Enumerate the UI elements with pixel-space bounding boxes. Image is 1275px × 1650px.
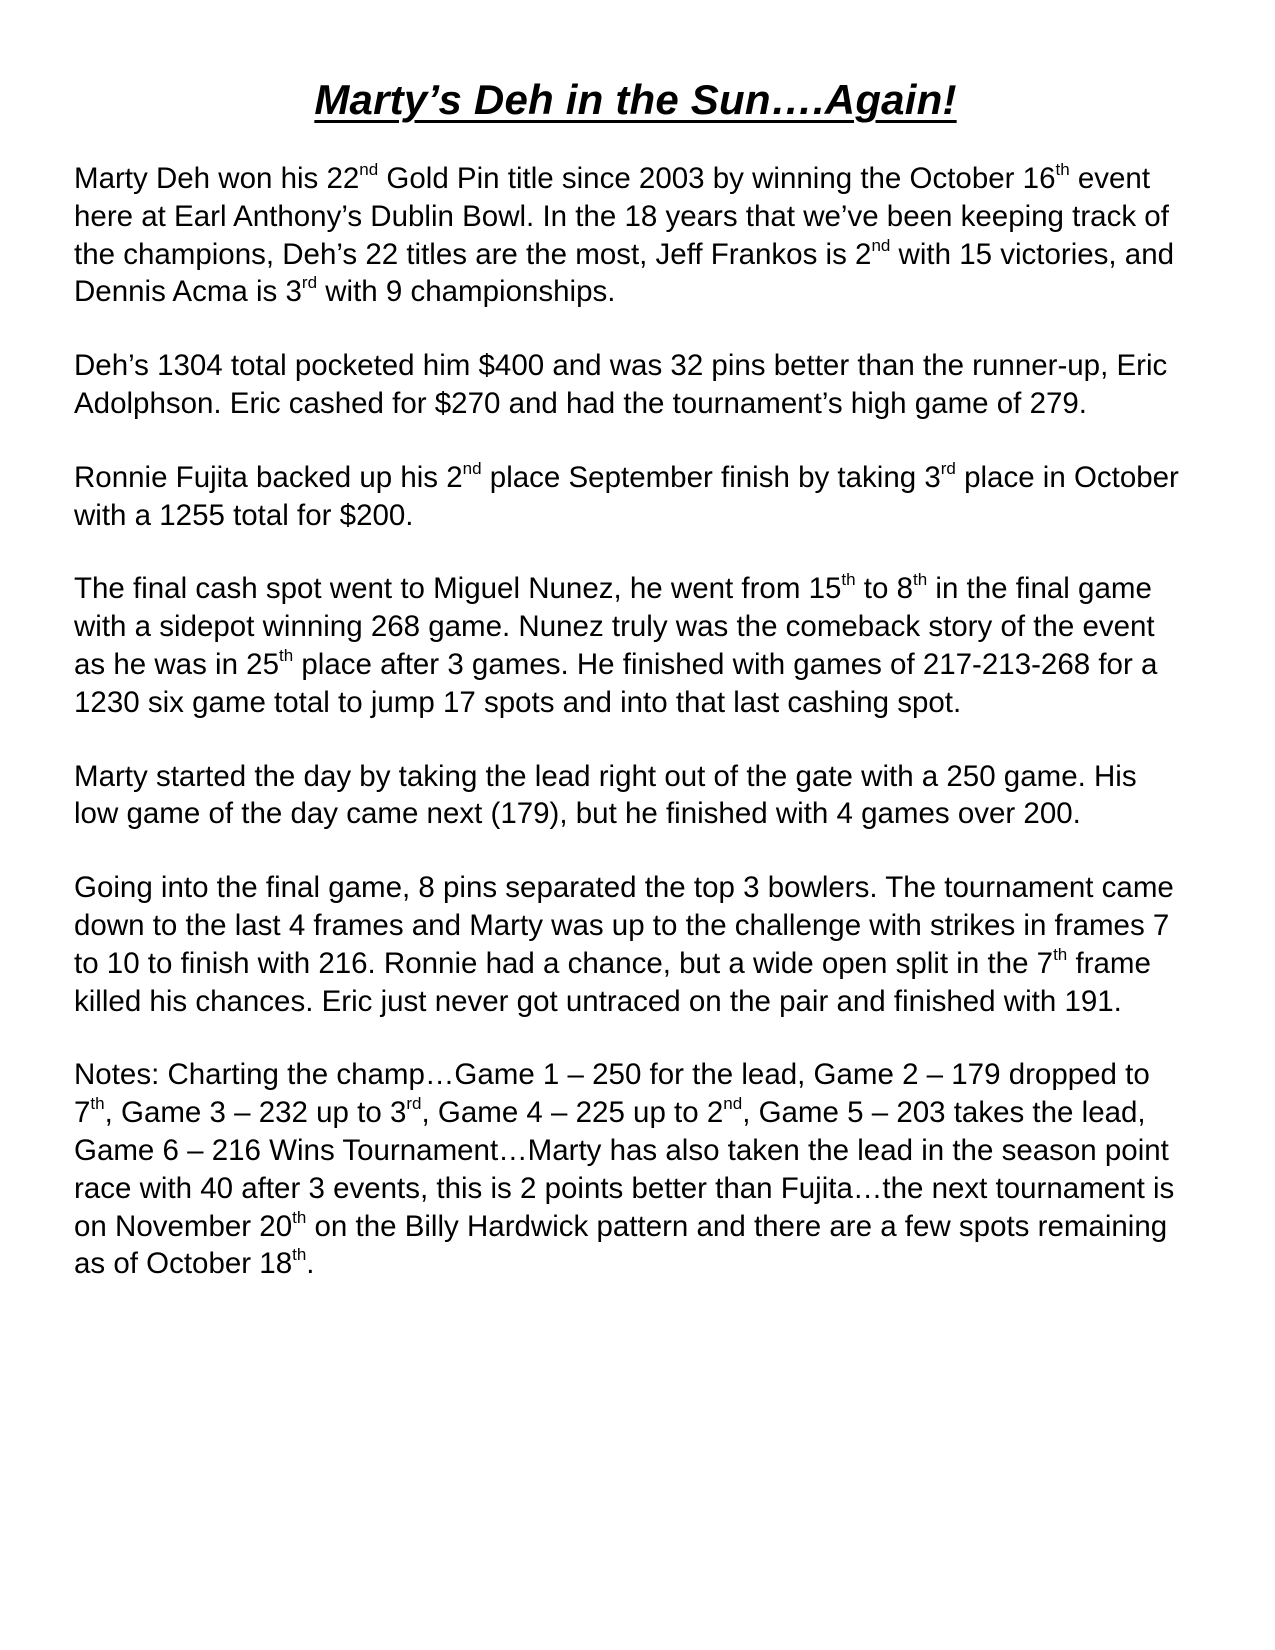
text-run: with 9 championships.: [317, 275, 616, 309]
ordinal-suffix: rd: [406, 1094, 422, 1114]
ordinal-suffix: nd: [723, 1094, 743, 1114]
ordinal-suffix: th: [1053, 944, 1068, 964]
ordinal-suffix: th: [1055, 160, 1070, 179]
ordinal-suffix: th: [279, 645, 294, 665]
paragraph: [74, 1056, 1185, 1283]
ordinal-suffix: rd: [940, 458, 956, 478]
ordinal-suffix: th: [913, 570, 928, 590]
text-run: Marty Deh won his 22: [74, 162, 360, 195]
text-run: Deh’s 1304 total pocketed him $400 and was 32 pins better than the runner-up, Eric Adolphson. Eric cashed for $270 and had the tournament’s high game of 279.: [74, 349, 1168, 420]
paragraph: [74, 459, 1185, 535]
text-run: in the final game with a sidepot winning 268 game. Nunez truly was the comeback story of the event as he was in 25: [74, 572, 1155, 681]
ordinal-suffix: nd: [359, 160, 379, 179]
text-run: frame killed his chances. Eric just never got untraced on the pair and finished with 191.: [74, 946, 1151, 1018]
text-run: with 15 victories, and Dennis Acma is 3: [74, 237, 1175, 309]
text-run: , Game 5 – 203 takes the lead, Game 6 – 216 Wins Tournament…Marty has also taken the lead in the season point race with 40 after 3 events, this is 2 points better than Fujita…the next tournament is on November 20: [74, 1096, 1175, 1243]
text-run: The final cash spot went to Miguel Nunez, he went from 15: [74, 572, 842, 606]
text-run: , Game 4 – 225 up to 2: [421, 1096, 724, 1130]
text-run: , Game 3 – 232 up to 3: [104, 1096, 407, 1130]
text-run: event here at Earl Anthony’s Dublin Bowl. In the 18 years that we’ve been keeping track of the champions, Deh’s 22 titles are the most, Jeff Frankos is 2: [74, 162, 1169, 271]
ordinal-suffix: th: [90, 1094, 105, 1114]
paragraph: [74, 869, 1185, 1020]
text-run: place in October with a 1255 total for $200.: [74, 460, 1179, 532]
ordinal-suffix: nd: [871, 235, 891, 255]
text-run: place September finish by taking 3: [481, 460, 941, 494]
article-body: [74, 160, 1185, 1283]
ordinal-suffix: nd: [462, 458, 482, 478]
text-run: Marty started the day by taking the lead right out of the gate with a 250 game. His low game of the day came next (179), but he finished with 4 games over 200.: [74, 759, 1137, 831]
paragraph: [74, 570, 1185, 721]
ordinal-suffix: th: [292, 1207, 307, 1227]
text-run: Ronnie Fujita backed up his 2: [74, 460, 463, 494]
ordinal-suffix: rd: [301, 273, 318, 293]
paragraph: [74, 160, 1185, 311]
article-title: Marty’s Deh in the Sun….Again!: [314, 76, 957, 123]
paragraph: [74, 347, 1185, 423]
text-run: Gold Pin title since 2003 by winning the October 16: [378, 162, 1056, 195]
ordinal-suffix: th: [292, 1245, 307, 1265]
ordinal-suffix: th: [841, 570, 856, 590]
text-run: on the Billy Hardwick pattern and there are a few spots remaining as of October 18: [74, 1209, 1168, 1281]
text-run: place after 3 games. He finished with games of 217-213-268 for a 1230 six game total to jump 17 spots and into that last cashing spot.: [74, 647, 1158, 719]
text-run: .: [306, 1247, 315, 1281]
text-run: Going into the final game, 8 pins separated the top 3 bowlers. The tournament came down to the last 4 frames and Marty was up to the challenge with strikes in frames 7 to 10 to finish with 216. Ronnie had a chance, but a wide open split in the 7: [74, 871, 1174, 980]
text-run: Notes: Charting the champ…Game 1 – 250 for the lead, Game 2 – 179 dropped to 7: [74, 1058, 1150, 1130]
text-run: to 8: [855, 572, 913, 606]
paragraph: [74, 758, 1185, 834]
